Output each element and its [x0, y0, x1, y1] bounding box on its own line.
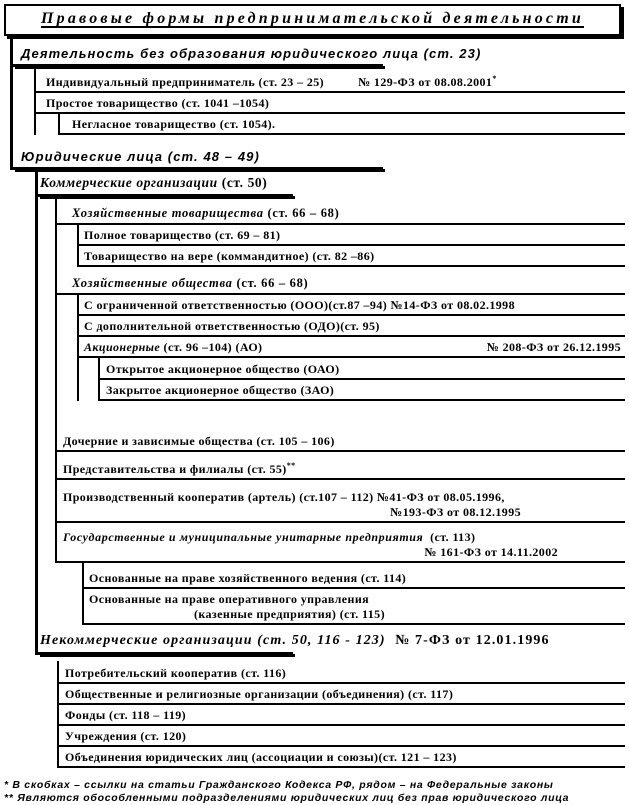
group-unitary-types — [82, 563, 625, 625]
heading-commercial-orgs: Коммерческие организации (ст. 50) — [40, 175, 268, 190]
node-unitary-enterprises: Государственные и муниципальные унитарные предприятия (ст. 113) № 161-ФЗ от 14.11.2002 — [57, 527, 625, 563]
node-production-cooperative: Производственный кооператив (артель) (ст.107 – 112) №41-ФЗ от 08.05.1996, №193-ФЗ от 08.12.1995 — [57, 487, 625, 523]
node-branches: Представительства и филиалы (ст. 55)** — [57, 459, 625, 480]
root-branch — [10, 36, 625, 170]
law-ref: № 161-ФЗ от 14.11.2002 — [424, 545, 558, 559]
diagram-title-box — [4, 4, 621, 36]
law-ref: № 129-ФЗ от 08.08.2001* — [358, 74, 497, 89]
node-ooo: С ограниченной ответственностью (ООО)(ст.87 –94) №14-ФЗ от 08.02.1998 — [79, 295, 625, 316]
law-ref: №193-ФЗ от 08.12.1995 — [390, 505, 521, 519]
noncommercial-branch — [57, 661, 625, 768]
legal-entities-branch — [35, 170, 625, 655]
heading-legal-entities: Юридические лица (ст. 48 – 49) — [21, 149, 260, 164]
node-subsidiaries: Дочерние и зависимые общества (ст. 105 – 106) — [57, 431, 625, 452]
node-associations: Объединения юридических лиц (ассоциации и союзы)(ст. 121 – 123) — [59, 747, 625, 768]
node-public-religious-orgs: Общественные и религиозные организации (объединения) (ст. 117) — [59, 684, 625, 705]
node-oao: Открытое акционерное общество (ОАО) — [100, 359, 625, 380]
article-ref: (ст. 50) — [221, 175, 268, 190]
footnote-1: * В скобках – ссылки на статьи Гражданского Кодекса РФ, рядом – на Федеральные законы — [4, 779, 554, 791]
node-operational-management: Основанные на праве оперативного управления (казенные предприятия) (ст. 115) — [84, 589, 625, 625]
node-consumer-cooperative: Потребительский кооператив (ст. 116) — [59, 663, 625, 684]
node-economic-management: Основанные на праве хозяйственного ведения (ст. 114) — [84, 568, 625, 589]
article-ref: (ст. 66 – 68) — [236, 276, 309, 290]
law-ref: № 7-ФЗ от 12.01.1996 — [395, 633, 550, 648]
node-limited-partnership: Товарищество на вере (коммандитное) (ст. 82 –86) — [79, 246, 625, 267]
footnotes — [4, 779, 627, 805]
group-company-types — [77, 295, 625, 401]
heading-business-companies: Хозяйственные общества (ст. 66 – 68) — [57, 273, 625, 295]
node-full-partnership: Полное товарищество (ст. 69 – 81) — [79, 225, 625, 246]
group-secret-partnership — [58, 114, 625, 135]
footnote-2: ** Являются обособленными подразделениями юридических лиц без прав юридического лица — [4, 792, 570, 804]
article-ref: (ст. 66 – 68) — [267, 206, 340, 220]
commercial-orgs-branch — [55, 197, 625, 563]
node-simple-partnership: Простое товарищество (ст. 1041 –1054) — [36, 93, 625, 114]
node-funds: Фонды (ст. 118 – 119) — [59, 705, 625, 726]
node-zao: Закрытое акционерное общество (ЗАО) — [100, 380, 625, 401]
node-individual-entrepreneur: Индивидуальный предприниматель (ст. 23 – 25) № 129-ФЗ от 08.08.2001* — [36, 72, 625, 93]
footnote-marker: ** — [286, 461, 296, 470]
node-institutions: Учреждения (ст. 120) — [59, 726, 625, 747]
node-secret-partnership: Негласное товарищество (ст. 1054). — [60, 114, 625, 135]
diagram-title: Правовые формы предпринимательской деятельности — [41, 10, 584, 27]
heading-noncommercial-orgs: Некоммерческие организации (ст. 50, 116 - 123) № 7-ФЗ от 12.01.1996 — [40, 633, 550, 648]
heading-no-legal-entity: Деятельность без образования юридического лица (ст. 23) — [21, 46, 482, 61]
law-ref: № 208-ФЗ от 26.12.1995 — [486, 340, 621, 354]
node-odo: С дополнительной ответственностью (ОДО)(ст. 95) — [79, 316, 625, 337]
group-no-legal-entity-items — [34, 67, 625, 135]
group-partnership-types — [77, 225, 625, 267]
node-joint-stock: Акционерные (ст. 96 –104) (АО) № 208-ФЗ от 26.12.1995 — [79, 337, 625, 358]
heading-business-partnerships: Хозяйственные товарищества (ст. 66 – 68) — [57, 203, 625, 225]
group-joint-stock-types — [98, 358, 625, 401]
heading-underline — [38, 652, 293, 655]
